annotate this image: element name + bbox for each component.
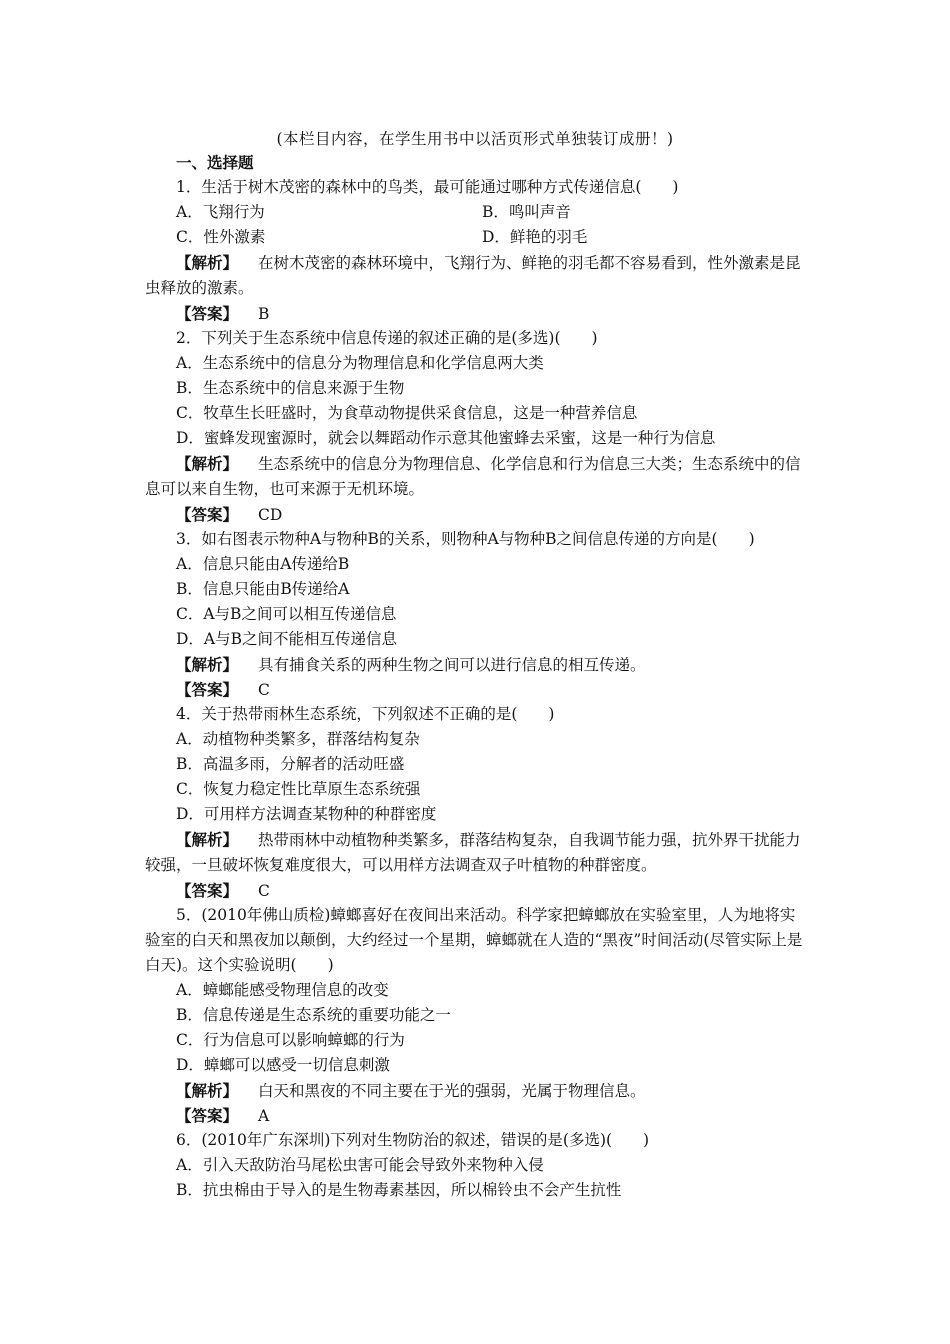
question-4-option-b: B．高温多雨，分解者的活动旺盛 xyxy=(176,755,405,773)
question-1-options-row-1 xyxy=(145,200,810,225)
question-2-analysis-text: 生态系统中的信息分为物理信息、化学信息和行为信息三大类；生态系统中的信息可以来自生物，也可来源于无机环境。 xyxy=(145,455,801,498)
question-4-option-d: D．可用样方法调查某物种的种群密度 xyxy=(176,805,437,823)
answer-label: 【答案】 xyxy=(176,680,239,699)
analysis-label: 【解析】 xyxy=(176,454,239,473)
question-3-option-c: C．A与B之间可以相互传递信息 xyxy=(176,605,397,623)
question-4-answer xyxy=(145,878,810,903)
analysis-label: 【解析】 xyxy=(176,830,239,849)
question-4-option-c: C．恢复力稳定性比草原生态系统强 xyxy=(176,780,421,798)
question-3-answer-value: C xyxy=(258,681,270,699)
analysis-label: 【解析】 xyxy=(176,655,239,674)
question-5-option-c: C．行为信息可以影响蟑螂的行为 xyxy=(176,1031,405,1049)
question-3-option-a: A．信息只能由A传递给B xyxy=(176,555,350,573)
question-3-option-b: B．信息只能由B传递给A xyxy=(176,580,350,598)
question-3-analysis xyxy=(145,652,810,677)
question-5-analysis-text: 白天和黑夜的不同主要在于光的强弱，光属于物理信息。 xyxy=(258,1082,646,1100)
answer-label: 【答案】 xyxy=(176,505,239,524)
question-1-answer-value: B xyxy=(258,305,270,323)
question-5-answer-value: A xyxy=(258,1107,270,1125)
question-1-option-b: B．鸣叫声音 xyxy=(482,203,571,221)
question-2-option-b: B．生态系统中的信息来源于生物 xyxy=(176,379,405,397)
question-4-option-a: A．动植物种类繁多，群落结构复杂 xyxy=(176,730,420,748)
answer-label: 【答案】 xyxy=(176,304,239,323)
question-4-stem: 4．关于热带雨林生态系统，下列叙述不正确的是( ) xyxy=(176,705,555,723)
question-1-option-a: A．飞翔行为 xyxy=(176,203,265,221)
question-2-option-d: D．蜜蜂发现蜜源时，就会以舞蹈动作示意其他蜜蜂去采蜜，这是一种行为信息 xyxy=(176,429,716,447)
question-3-analysis-text: 具有捕食关系的两种生物之间可以进行信息的相互传递。 xyxy=(258,656,646,674)
question-1-analysis xyxy=(145,250,810,301)
question-3-answer xyxy=(145,677,810,702)
question-5-stem: 5．(2010年佛山质检)蟑螂喜好在夜间出来活动。科学家把蟑螂放在实验室里，人为地将实验室的白天和黑夜加以颠倒，大约经过一个星期，蟑螂就在人造的“黑夜”时间活动(尽管实际上是白天)。这个实验说明( ) xyxy=(145,906,803,974)
question-2-option-a: A．生态系统中的信息分为物理信息和化学信息两大类 xyxy=(176,354,544,372)
question-2-answer xyxy=(145,502,810,527)
analysis-label: 【解析】 xyxy=(176,1081,239,1100)
question-1-option-d: D．鲜艳的羽毛 xyxy=(482,228,588,246)
question-5-option-a: A．蟑螂能感受物理信息的改变 xyxy=(176,981,389,999)
question-3-option-d: D．A与B之间不能相互传递信息 xyxy=(176,630,398,648)
page-header-note: (本栏目内容，在学生用书中以活页形式单独装订成册！) xyxy=(276,130,674,148)
answer-label: 【答案】 xyxy=(176,881,239,900)
analysis-label: 【解析】 xyxy=(176,253,239,272)
question-list xyxy=(145,150,810,1203)
question-5-option-b: B．信息传递是生态系统的重要功能之一 xyxy=(176,1006,451,1024)
question-6-stem: 6．(2010年广东深圳)下列对生物防治的叙述，错误的是(多选)( ) xyxy=(176,1131,650,1149)
question-2-analysis xyxy=(145,451,810,502)
question-5-option-d: D．蟑螂可以感受一切信息刺激 xyxy=(176,1056,390,1074)
answer-label: 【答案】 xyxy=(176,1106,239,1125)
section-title: 一、选择题 xyxy=(176,153,254,172)
question-6-option-b: B．抗虫棉由于导入的是生物毒素基因，所以棉铃虫不会产生抗性 xyxy=(176,1181,622,1199)
question-3-stem: 3．如右图表示物种A与物种B的关系，则物种A与物种B之间信息传递的方向是( ) xyxy=(176,530,755,548)
question-4-analysis-text: 热带雨林中动植物种类繁多，群落结构复杂，自我调节能力强，抗外界干扰能力较强，一旦破坏恢复难度很大，可以用样方法调查双子叶植物的种群密度。 xyxy=(145,831,801,874)
question-5-answer xyxy=(145,1103,810,1128)
question-2-answer-value: CD xyxy=(258,506,283,524)
question-1-options-row-2 xyxy=(145,225,810,250)
question-2-option-c: C．牧草生长旺盛时，为食草动物提供采食信息，这是一种营养信息 xyxy=(176,404,638,422)
question-1-stem: 1．生活于树木茂密的森林中的鸟类，最可能通过哪种方式传递信息( ) xyxy=(176,178,679,196)
question-6-option-a: A．引入天敌防治马尾松虫害可能会导致外来物种入侵 xyxy=(176,1156,544,1174)
question-2-stem: 2．下列关于生态系统中信息传递的叙述正确的是(多选)( ) xyxy=(176,329,598,347)
question-5-analysis xyxy=(145,1078,810,1103)
question-4-answer-value: C xyxy=(258,882,270,900)
question-1-answer xyxy=(145,301,810,326)
question-4-analysis xyxy=(145,827,810,878)
question-1-analysis-text: 在树木茂密的森林环境中，飞翔行为、鲜艳的羽毛都不容易看到，性外激素是昆虫释放的激素。 xyxy=(145,254,801,297)
question-1-option-c: C．性外激素 xyxy=(176,228,266,246)
